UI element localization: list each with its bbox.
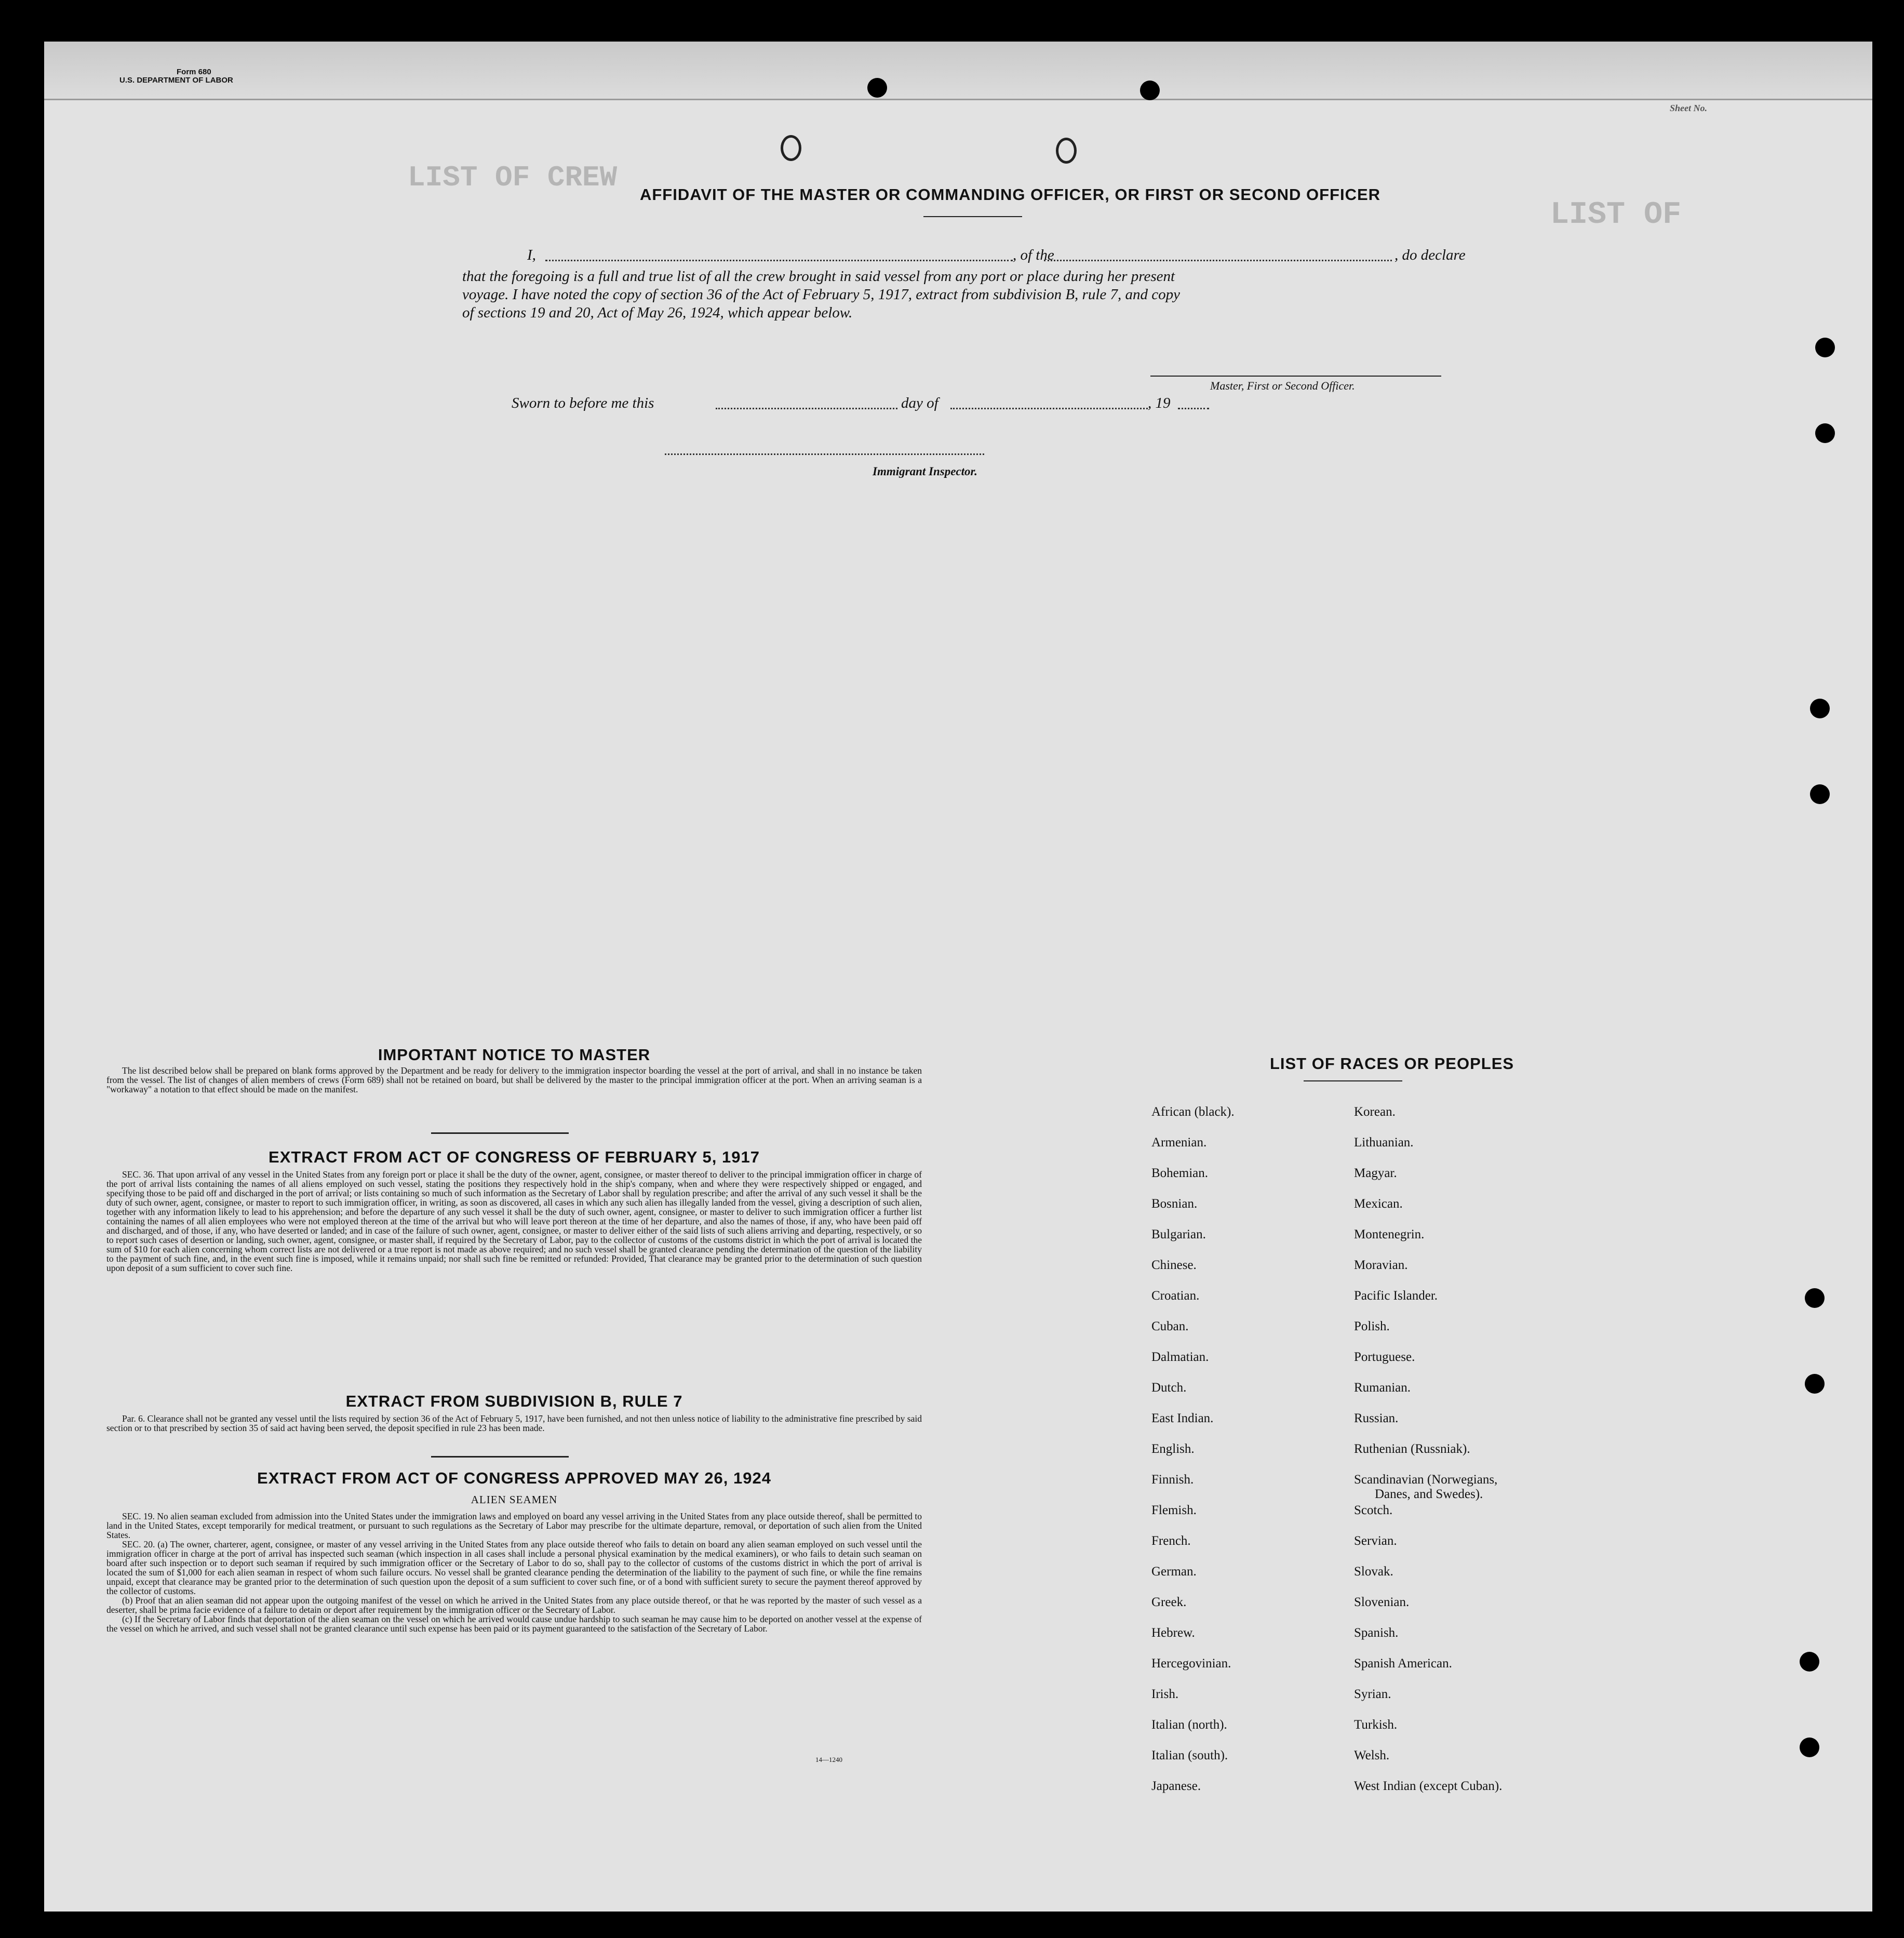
day-of-label: day of xyxy=(901,395,938,411)
bleed-through-text: LIST OF xyxy=(1550,197,1682,233)
race-item: Spanish. xyxy=(1354,1626,1399,1640)
race-item: Bosnian. xyxy=(1151,1197,1198,1211)
race-item: Scotch. xyxy=(1354,1503,1393,1517)
race-item: Bulgarian. xyxy=(1151,1227,1206,1241)
race-item: Mexican. xyxy=(1354,1197,1403,1211)
race-item: Syrian. xyxy=(1354,1687,1391,1701)
race-item: Scandinavian (Norwegians, xyxy=(1354,1473,1498,1487)
sworn-day-blank xyxy=(716,408,897,409)
sworn-year-blank xyxy=(1178,408,1209,409)
sec-20b-text: (b) Proof that an alien seaman did not appear upon the outgoing manifest of the vessel on which he arrived in the United States from any place outside thereof, or that he was reported by the master of such vessel as a deserter, shall be prima facie evidence of a failure to detain or deport after requirement by the immigration officer or the Secretary of Labor. xyxy=(106,1595,922,1615)
race-item: Flemish. xyxy=(1151,1503,1197,1517)
race-item: African (black). xyxy=(1151,1105,1235,1119)
binder-hole xyxy=(1140,81,1160,100)
race-item: Greek. xyxy=(1151,1595,1187,1609)
punch-hole xyxy=(1805,1288,1825,1308)
affidavit-body xyxy=(462,268,1480,322)
form-number: Form 680 xyxy=(177,68,211,76)
race-item: Servian. xyxy=(1354,1534,1397,1548)
race-item: Japanese. xyxy=(1151,1779,1201,1793)
race-item: Hercegovinian. xyxy=(1151,1656,1231,1670)
sec-20c-text: (c) If the Secretary of Labor finds that deportation of the alien seaman on the vessel on which he arrived would cause undue hardship to such seaman he may cause him to be deported on another vessel at the expense of the vessel on which he arrived, and such vessel shall not be granted clearance until such expense has been paid or its payment guaranteed to the satisfaction of the Secretary of Labor. xyxy=(106,1614,922,1634)
punch-hole xyxy=(1815,338,1835,357)
inspector-label: Immigrant Inspector. xyxy=(873,465,977,478)
race-item: Montenegrin. xyxy=(1354,1227,1425,1241)
race-item: Cuban. xyxy=(1151,1319,1189,1333)
race-item: Armenian. xyxy=(1151,1135,1207,1150)
race-item: Pacific Islander. xyxy=(1354,1289,1438,1303)
affidavit-declare-label: , do declare xyxy=(1395,247,1466,263)
notice-title: IMPORTANT NOTICE TO MASTER xyxy=(378,1046,651,1064)
sheet-number-label: Sheet No. xyxy=(1670,103,1707,113)
race-item: Slovak. xyxy=(1354,1565,1393,1579)
races-title: LIST OF RACES OR PEOPLES xyxy=(1269,1054,1514,1073)
race-item: English. xyxy=(1151,1442,1195,1456)
alien-seamen-subtitle: ALIEN SEAMEN xyxy=(471,1493,558,1506)
race-item: Dalmatian. xyxy=(1151,1350,1209,1364)
race-item: Magyar. xyxy=(1354,1166,1397,1180)
race-item: Portuguese. xyxy=(1354,1350,1415,1364)
subdivision-title: EXTRACT FROM SUBDIVISION B, RULE 7 xyxy=(345,1392,683,1410)
punch-hole-outline xyxy=(781,135,801,161)
race-item: Turkish. xyxy=(1354,1718,1398,1732)
document-page xyxy=(44,42,1872,1912)
affidavit-title: AFFIDAVIT OF THE MASTER OR COMMANDING OFFICER, OR FIRST OR SECOND OFFICER xyxy=(639,185,1381,204)
race-item: Welsh. xyxy=(1354,1748,1390,1762)
master-signature-line xyxy=(1150,376,1441,377)
race-item: Chinese. xyxy=(1151,1258,1197,1272)
punch-hole xyxy=(1815,423,1835,443)
race-item: Italian (south). xyxy=(1151,1748,1228,1762)
vessel-name-blank xyxy=(1044,260,1392,261)
affidavit-line-1: that the foregoing is a full and true list of all the crew brought in said vessel from any port or place during her present xyxy=(462,268,1175,285)
extract-1924-body xyxy=(106,1512,922,1633)
master-signature-label: Master, First or Second Officer. xyxy=(1210,379,1355,392)
sworn-month-blank xyxy=(950,408,1148,409)
affidavit-of-the-label: , of the xyxy=(1013,247,1054,263)
race-item: Rumanian. xyxy=(1354,1381,1411,1395)
race-item: Slovenian. xyxy=(1354,1595,1410,1609)
race-item: Polish. xyxy=(1354,1319,1390,1333)
race-item: Dutch. xyxy=(1151,1381,1187,1395)
affidavit-i-label: I, xyxy=(527,247,536,263)
extract-1924-title: EXTRACT FROM ACT OF CONGRESS APPROVED MAY 26, 1924 xyxy=(257,1469,771,1487)
sec-20a-text: SEC. 20. (a) The owner, charterer, agent, consignee, or master of any vessel arriving in the United States from any place outside thereof who fails to detain on board any alien seaman employed on such vessel until the immigration officer in charge at the port of arrival has inspected such seaman (which inspection in all cases shall include a personal physical examination by the medical examiners), or who fails to detain such seaman on board after such inspection or to deport such seaman if required by such immigration officer or the Secretary of Labor to do so, shall pay to the collector of customs of the customs district in which the port of arrival is located the sum of $1,000 for each alien seaman in respect of whom such failure occurs. No vessel shall be granted clearance pending the determination of the liability to the payment of such fine, or while the fine remains unpaid, except that clearance may be granted prior to the determination of such question upon the deposit of a sum sufficient to cover such fine, or of a bond with sufficient surety to secure the payment thereof approved by the collector of customs. xyxy=(106,1539,922,1596)
race-item: Finnish. xyxy=(1151,1473,1194,1487)
divider xyxy=(923,216,1022,217)
sec-19-text: SEC. 19. No alien seaman excluded from admission into the United States under the immigration laws and employed on board any vessel arriving in the United States from any place outside thereof, shall be permitted to land in the United States, except temporarily for medical treatment, or pursuant to such regulations as the Secretary of Labor may prescribe for the ultimate departure, removal, or deportation of such alien from the United States. xyxy=(106,1511,922,1540)
punch-hole xyxy=(1800,1737,1819,1757)
race-item: Italian (north). xyxy=(1151,1718,1227,1732)
subdivision-text: Par. 6. Clearance shall not be granted any vessel until the lists required by section 36 of the Act of February 5, 1917, have been furnished, and not then unless notice of liability to the administrative fine prescribed by said section or to that prescribed by section 35 of said act having been served, the deposit specified in rule 23 has been made. xyxy=(106,1413,922,1433)
sworn-label: Sworn to before me this xyxy=(512,395,654,411)
bleed-through-text: LIST OF CREW xyxy=(408,161,618,194)
race-item: Lithuanian. xyxy=(1354,1135,1414,1150)
print-code: 14—1240 xyxy=(815,1756,842,1763)
race-item: East Indian. xyxy=(1151,1411,1214,1425)
race-item: Spanish American. xyxy=(1354,1656,1452,1670)
race-item: Russian. xyxy=(1354,1411,1399,1425)
punch-hole xyxy=(1805,1374,1825,1394)
punch-hole xyxy=(1800,1652,1819,1672)
notice-text: The list described below shall be prepared on blank forms approved by the Department and be ready for delivery to the immigration inspector boarding the vessel at the port of arrival, and shall in no instance be taken from the vessel. The list of changes of alien members of crews (Form 689) shall not be retained on board, but shall be delivered by the master to the principal immigration officer at the port. When an arriving seaman is a "workaway" a notation to that effect should be made on the manifest. xyxy=(106,1065,922,1094)
race-item: Danes, and Swedes). xyxy=(1375,1487,1483,1501)
race-item: Korean. xyxy=(1354,1105,1396,1119)
punch-hole xyxy=(1810,784,1830,804)
race-item: Moravian. xyxy=(1354,1258,1408,1272)
race-item: Ruthenian (Russniak). xyxy=(1354,1442,1470,1456)
department-name: U.S. DEPARTMENT OF LABOR xyxy=(119,76,233,85)
master-name-blank xyxy=(545,260,1013,261)
binder-hole xyxy=(867,78,887,98)
punch-hole xyxy=(1810,699,1830,718)
year-label: , 19 xyxy=(1148,395,1171,411)
punch-hole-outline xyxy=(1056,138,1077,164)
affidavit-line-3: of sections 19 and 20, Act of May 26, 1924, which appear below. xyxy=(462,304,853,321)
affidavit-line-2: voyage. I have noted the copy of section 36 of the Act of February 5, 1917, extract from subdivision B, rule 7, and copy xyxy=(462,286,1181,303)
top-paper-strip xyxy=(44,42,1872,100)
race-item: Bohemian. xyxy=(1151,1166,1209,1180)
extract-1917-title: EXTRACT FROM ACT OF CONGRESS OF FEBRUARY 5, 1917 xyxy=(269,1148,760,1166)
divider xyxy=(431,1456,569,1458)
race-item: Hebrew. xyxy=(1151,1626,1195,1640)
inspector-signature-line xyxy=(665,453,984,455)
divider xyxy=(431,1132,569,1134)
race-item: Irish. xyxy=(1151,1687,1179,1701)
race-item: German. xyxy=(1151,1565,1197,1579)
race-item: French. xyxy=(1151,1534,1191,1548)
divider xyxy=(1304,1080,1402,1081)
race-item: Croatian. xyxy=(1151,1289,1200,1303)
extract-1917-text: SEC. 36. That upon arrival of any vessel in the United States from any foreign port or place it shall be the duty of the owner, agent, consignee, or master thereof to deliver to the principal immigration officer in charge of the port of arrival lists containing the names of all aliens employed on such vessel, stating the positions they respectively hold in the ship's company, when and where they were respectively shipped or engaged, and specifying those to be paid off and discharged in the port of arrival; or lists containing so much of such information as the Secretary of Labor shall by regulation prescribe; and after the arrival of any such vessel it shall be the duty of such owner, agent, consignee, or master to report to such immigration officer, in writing, as soon as discovered, all cases in which any such alien has illegally landed from the vessel, giving a description of such alien, together with any information likely to lead to his apprehension; and before the departure of any such vessel it shall be the duty of such owner, agent, consignee, or master to deliver to such immigration officer a further list containing the names of all alien employees who were not employed thereon at the time of the arrival but who will leave port thereon at the time of her departure, and also the names of those, if any, who have been paid off and discharged, and of those, if any, who have deserted or landed; and in case of the failure of such owner, agent, consignee, or master to deliver either of the said lists of such aliens arriving and departing, respectively, or so to report such cases of desertion or landing, such owner, agent, consignee, or master shall, if required by the Secretary of Labor, pay to the collector of customs of the customs district in which the port of arrival is located the sum of $10 for each alien concerning whom correct lists are not delivered or a true report is not made as above required; and no such vessel shall be granted clearance pending the determination of the question of the liability to the payment of such fine, and, in the event such fine is imposed, while it remains unpaid; nor shall such fine be remitted or refunded: Provided, That clearance may be granted prior to the determination of such question upon deposit of a sum sufficient to cover such fine. xyxy=(106,1169,922,1273)
race-item: West Indian (except Cuban). xyxy=(1354,1779,1503,1793)
